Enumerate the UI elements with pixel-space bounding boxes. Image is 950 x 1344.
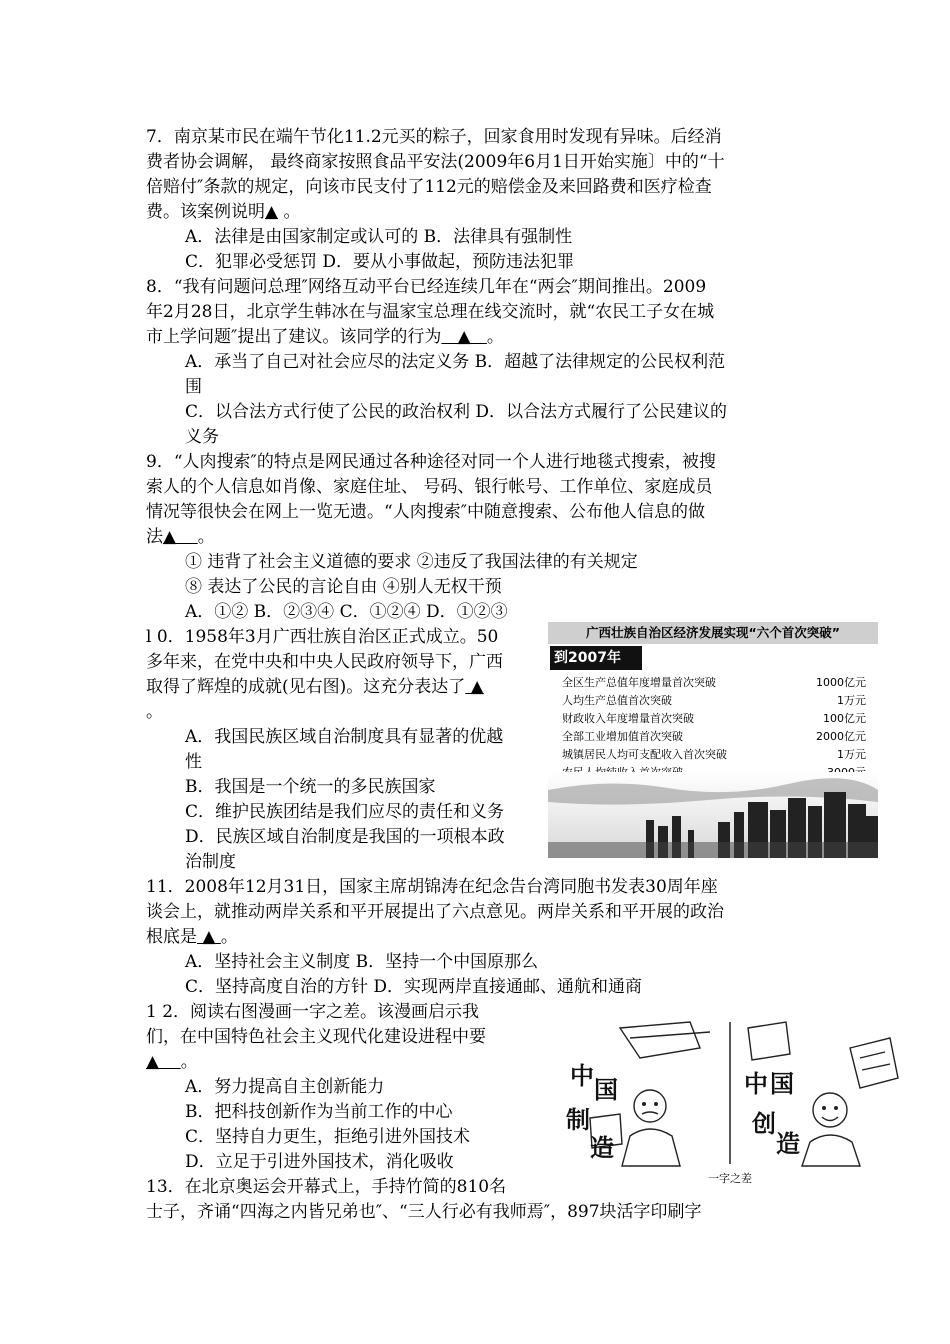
q11-line-1: 11．2008年12月31日，国家主席胡锦涛在纪念告台湾同胞书发表30周年座: [146, 877, 718, 897]
q13-line-1: 13．在北京奥运会开幕式上，手持竹简的810名: [146, 1177, 507, 1197]
econ-row-label: 全部工业增加值首次突破: [562, 730, 683, 743]
econ-row: [556, 692, 872, 710]
econ-figure-year: 到2007年: [550, 646, 642, 670]
q10-line-1: l 0．1958年3月广西壮族自治区正式成立。50: [146, 627, 499, 647]
q7-options-ab: A．法律是由国家制定或认可的 B．法律具有强制性: [185, 227, 573, 247]
cartoon-left-char: 国: [594, 1075, 618, 1104]
q8-line-1: 8．“我有问题问总理″网络互动平台已经连续几年在“两会″期间推出。2009: [146, 277, 707, 297]
cartoon-right-char: 造: [776, 1129, 800, 1158]
city-skyline-illustration: [548, 772, 878, 858]
q10-stem-end: 取得了辉煌的成就(见右图)。这充分表达了: [146, 677, 466, 697]
q9-line-3: 情况等很快会在网上一览无遗。“人肉搜索″中随意搜索、公布他人信息的做: [146, 502, 706, 522]
q8-stem-end: 市上学问题″提出了建议。该同学的行为: [146, 327, 442, 347]
q8-option-ab-cont: 围: [185, 377, 202, 397]
q7-stem-tail: 。: [278, 202, 301, 222]
q9-answer-blank: ▲: [163, 527, 198, 547]
q12-option-c: C．坚持自力更生，拒绝引进外国技术: [185, 1127, 471, 1147]
econ-row-label: 人均生产总值首次突破: [562, 694, 672, 707]
q8-stem-tail: 。: [486, 327, 504, 347]
q12-line-2: 们，在中国特色社会主义现代化建设进程中要: [146, 1027, 486, 1047]
q8-option-ab: A．承当了自己对社会应尽的法定义务 B．超越了法律规定的公民权利范: [185, 352, 726, 372]
q8-answer-blank: ▲: [441, 327, 487, 347]
q11-stem-tail: 。: [220, 927, 238, 947]
q9-statement-12: ① 违背了社会主义道德的要求 ②违反了我国法律的有关规定: [185, 552, 638, 572]
cartoon-right-char: 创: [752, 1109, 776, 1138]
q12-option-d: D．立足于引进外国技术，消化吸收: [185, 1152, 454, 1172]
q11-line-2: 谈会上，就推动两岸关系和平开展提出了六点意见。两岸关系和平开展的政治: [146, 902, 724, 922]
econ-row: [556, 674, 872, 692]
q10-option-b: B．我国是一个统一的多民族国家: [185, 777, 436, 797]
cartoon-left-char: 中: [570, 1061, 594, 1090]
q10-stem-tail: 。: [146, 702, 163, 722]
econ-row-value: 1万元: [837, 748, 866, 761]
q9-stem-end: 法: [146, 527, 163, 547]
q7-answer-blank: ▲: [265, 202, 279, 222]
cartoon-caption: 一字之差: [708, 1172, 752, 1185]
econ-row-value: 1万元: [837, 694, 866, 707]
econ-figure-title: 广西壮族自治区经济发展实现“六个首次突破”: [548, 622, 878, 644]
econ-row: [556, 746, 872, 764]
q11-options-cd: C．坚持高度自治的方针 D．实现两岸直接通邮、通航和通商: [185, 977, 643, 997]
q8-line-3: [146, 325, 504, 350]
q10-line-2: 多年来，在党中央和中央人民政府领导下，广西: [146, 652, 503, 672]
q9-line-2: 索人的个人信息如肖像、家庭住址、 号码、银行帐号、工作单位、家庭成员: [146, 477, 713, 497]
q12-option-a: A．努力提高自主创新能力: [185, 1077, 385, 1097]
q10-option-d: D．民族区域自治制度是我国的一项根本政: [185, 827, 505, 847]
econ-row: [556, 728, 872, 746]
cartoon-left-char: 造: [590, 1133, 614, 1162]
econ-row-label: 全区生产总值年度增量首次突破: [562, 676, 716, 689]
q7-options-cd: C．犯罪必受惩罚 D．要从小事做起，预防违法犯罪: [185, 252, 575, 272]
q13-line-2: 士子，齐诵“四海之内皆兄弟也″、“三人行必有我师焉″，897块活字印刷字: [146, 1202, 702, 1222]
q9-line-1: 9．“人肉搜索″的特点是网民通过各种途径对同一个人进行地毯式搜索，被搜: [146, 452, 716, 472]
q8-line-2: 年2月28日，北京学生韩冰在与温家宝总理在线交流时，就“农民工子女在城: [146, 302, 715, 322]
q9-line-4: [146, 525, 215, 550]
q12-stem-tail: 。: [180, 1052, 198, 1072]
q12-line-3: [146, 1050, 198, 1075]
q7-stem-end: 费。该案例说明: [146, 202, 265, 222]
q11-line-3: [146, 925, 238, 950]
q7-line-1: 7．南京某市民在端午节化11.2元买的粽子，回家食用时发现有异味。后经消: [146, 127, 722, 147]
econ-row-label: 财政收入年度增量首次突破: [562, 712, 694, 725]
q10-option-c: C．维护民族团结是我们应尽的责任和义务: [185, 802, 505, 822]
q10-option-a: A．我国民族区域自治制度具有显著的优越: [185, 727, 504, 747]
q8-option-cd-cont: 义务: [185, 427, 219, 447]
q7-line-4: [146, 200, 300, 225]
econ-row-value: 2000亿元: [816, 730, 866, 743]
q12-option-b: B．把科技创新作为当前工作的中心: [185, 1102, 453, 1122]
econ-row-value: 100亿元: [823, 712, 866, 725]
q12-answer-blank: ▲: [146, 1052, 181, 1072]
q10-option-a-cont: 性: [185, 752, 202, 772]
q11-stem-end: 根底是: [146, 927, 197, 947]
q10-answer-blank: ▲: [465, 677, 484, 697]
cartoon-left-char: 制: [566, 1105, 590, 1134]
guangxi-economy-figure: [548, 622, 878, 858]
q8-option-cd: C．以合法方式行使了公民的政治权利 D．以合法方式履行了公民建议的: [185, 402, 728, 422]
q7-line-3: 倍赔付″条款的规定，向该市民支付了112元的赔偿金及来回路费和医疗检查: [146, 177, 712, 197]
q10-option-d-cont: 治制度: [185, 852, 236, 872]
q10-line-3: [146, 675, 484, 700]
econ-row-value: 1000亿元: [816, 676, 866, 689]
q11-options-ab: A．坚持社会主义制度 B．坚持一个中国原那么: [185, 952, 539, 972]
cartoon-figure: [560, 1018, 900, 1190]
econ-row: [556, 710, 872, 728]
q12-line-1: 1 2．阅读右图漫画一字之差。该漫画启示我: [146, 1002, 480, 1022]
cartoon-right-char: 中: [744, 1069, 768, 1098]
econ-row-label: 城镇居民人均可支配收入首次突破: [562, 748, 727, 761]
q7-line-2: 费者协会调解， 最终商家按照食品平安法(2009年6月1日开始实施〕中的“十: [146, 152, 725, 172]
cartoon-right-char: 国: [770, 1069, 794, 1098]
q9-statement-34: ⑧ 表达了公民的言论自由 ④别人无权干预: [185, 577, 502, 597]
q11-answer-blank: ▲: [197, 927, 221, 947]
q9-stem-tail: 。: [197, 527, 215, 547]
q9-options: A．①② B．②③④ C．①②④ D．①②③: [185, 602, 508, 622]
